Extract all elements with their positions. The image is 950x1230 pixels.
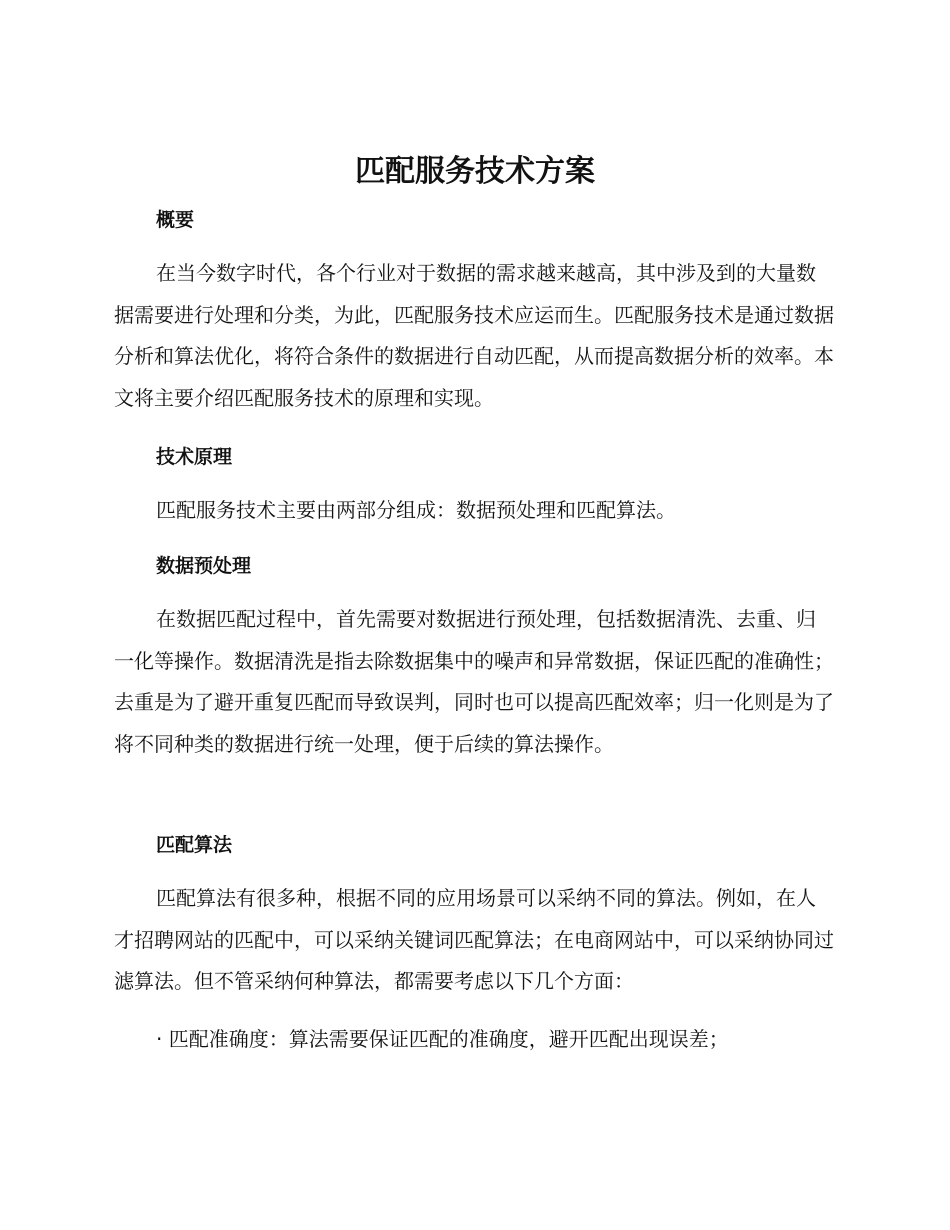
section-heading-overview: 概要 <box>156 209 195 231</box>
section-heading-preprocessing: 数据预处理 <box>156 555 252 577</box>
paragraph-principle: 匹配服务技术主要由两部分组成：数据预处理和匹配算法。 <box>156 498 676 522</box>
paragraph-overview: 在当今数字时代，各个行业对于数据的需求越来越高，其中涉及到的大量数据需要进行处理和分类，为此，匹配服务技术应运而生。匹配服务技术是通过数据分析和算法优化，将符合条件的数据进行自动匹配，从而提高数据分析的效率。本文将主要介绍匹配服务技术的原理和实现。 <box>114 261 834 410</box>
paragraph-algorithm: 匹配算法有很多种，根据不同的应用场景可以采纳不同的算法。例如，在人才招聘网站的匹配中，可以采纳关键词匹配算法；在电商网站中，可以采纳协同过滤算法。但不管采纳何种算法，都需要考虑以下几个方面： <box>114 886 834 993</box>
document-title: 匹配服务技术方案 <box>355 154 595 189</box>
bullet-item: · 匹配准确度：算法需要保证匹配的准确度，避开匹配出现误差； <box>156 1027 729 1051</box>
section-heading-algorithm: 匹配算法 <box>156 834 233 856</box>
section-heading-principle: 技术原理 <box>156 446 233 468</box>
paragraph-preprocessing: 在数据匹配过程中，首先需要对数据进行预处理，包括数据清洗、去重、归一化等操作。数据清洗是指去除数据集中的噪声和异常数据，保证匹配的准确性；去重是为了避开重复匹配而导致误判，同时也可以提高匹配效率；归一化则是为了将不同种类的数据进行统一处理，便于后续的算法操作。 <box>114 607 834 756</box>
